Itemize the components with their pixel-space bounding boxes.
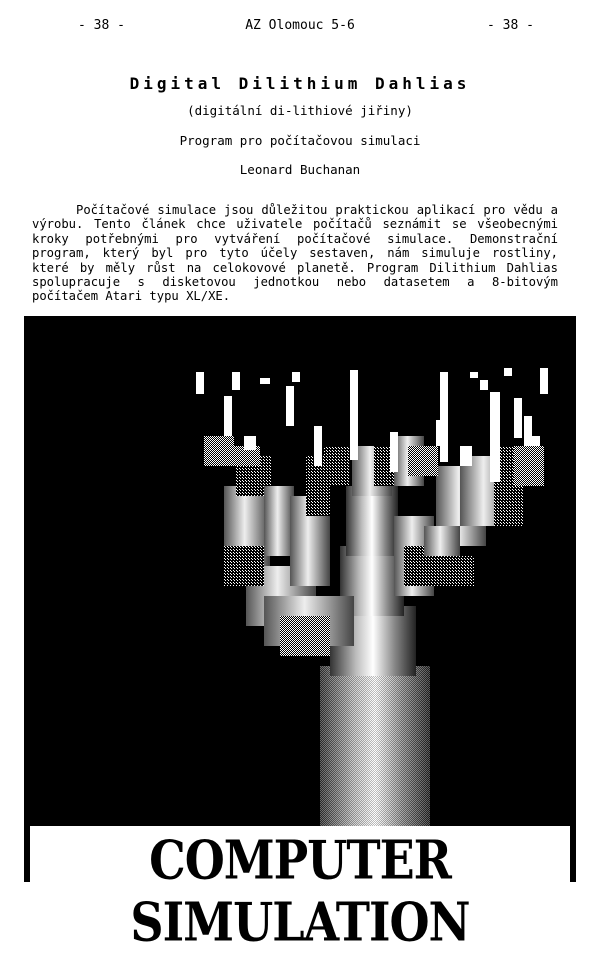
simulation-figure [24,316,576,882]
article-subtitle: (digitální di-lithiové jiřiny) [187,103,413,118]
article-tagline: Program pro počítačovou simulaci [179,133,421,148]
article-title: Digital Dilithium Dahlias [129,74,471,93]
page-header [0,18,600,42]
computer-simulation-banner [30,826,570,953]
dahlia-plant-graphic [24,316,576,882]
publication-title: AZ Olomouc 5-6 [245,18,355,33]
banner-text: COMPUTER SIMULATION [130,829,470,953]
page-number-right: - 38 - [487,18,534,33]
article-paragraph: Počítačové simulace jsou důležitou praktickou aplikací pro vědu a výrobu. Tento článek chce uživatele počítačů seznámit se všeobecnými kroky potřebnými pro vytváření počítačové simulace. Demonstrační program, který byl pro tyto účely sestaven, nám simuluje rostliny, které by měly růst na celokovové planetě. Program Dilithium Dahlias spolupracuje s disketovou jednotkou nebo datasetem a 8-bitovým počítačem Atari typu XL/XE. [32,203,558,304]
page-number-left: - 38 - [78,18,125,33]
article-author: Leonard Buchanan [239,162,361,177]
